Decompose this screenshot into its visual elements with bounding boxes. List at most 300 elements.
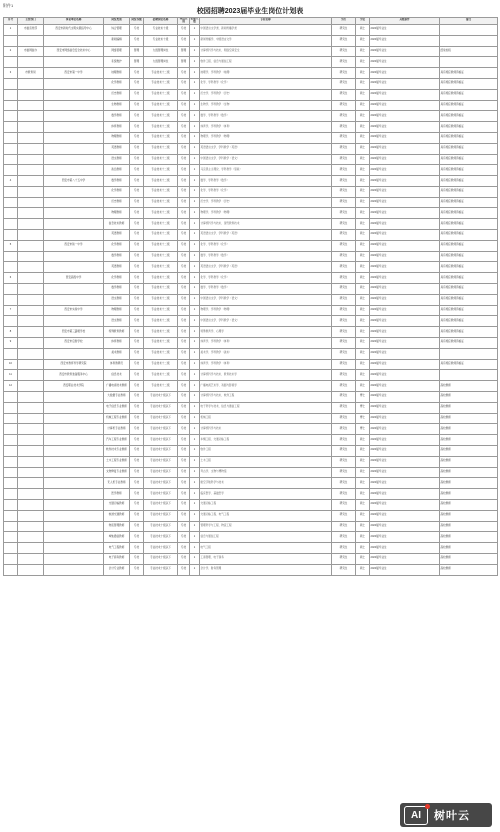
table-cell — [18, 176, 44, 187]
table-cell: 专技 — [130, 381, 144, 392]
table-cell: 7 — [4, 305, 18, 316]
table-cell: 研究生 — [332, 57, 356, 68]
table-cell: 专业技术十级以下 — [144, 467, 178, 478]
table-cell: 2023届毕业生 — [370, 251, 440, 262]
table-cell: 临床医学、基础医学 — [200, 489, 332, 500]
table-cell: 研究生 — [332, 543, 356, 554]
table-cell: 专技 — [130, 132, 144, 143]
table-cell: 中国语言文学、学科教学（语文） — [200, 154, 332, 165]
table-cell: 专技 — [130, 262, 144, 273]
table-cell: 硕士 — [356, 122, 370, 133]
table-cell: 硕士 — [356, 46, 370, 57]
table-cell — [44, 543, 104, 554]
table-cell: 专技 — [178, 230, 190, 241]
table-row — [4, 122, 498, 133]
table-cell — [4, 510, 18, 521]
table-cell: 专技 — [130, 467, 144, 478]
table-cell: 专业技术十级以下 — [144, 413, 178, 424]
table-cell: 2023届毕业生 — [370, 111, 440, 122]
table-cell: 具有相应教师资格证 — [440, 197, 498, 208]
table-row — [4, 489, 498, 500]
table-cell — [44, 402, 104, 413]
table-cell — [4, 532, 18, 543]
table-cell: 专技 — [178, 273, 190, 284]
recruitment-table — [3, 17, 498, 576]
table-cell: 专技 — [178, 327, 190, 338]
table-cell — [18, 532, 44, 543]
table-cell — [4, 424, 18, 435]
table-cell: 2023届毕业生 — [370, 89, 440, 100]
table-cell: 2023届毕业生 — [370, 370, 440, 381]
table-cell: 高校教师 — [440, 467, 498, 478]
table-cell: 土木工程 — [200, 456, 332, 467]
table-cell: 管理 — [178, 57, 190, 68]
table-cell: 2023届毕业生 — [370, 392, 440, 403]
table-cell: 高校教师 — [440, 521, 498, 532]
table-cell: 1 — [190, 100, 200, 111]
table-cell: 专技 — [130, 78, 144, 89]
table-cell: 西安市铁一中学 — [44, 240, 104, 251]
table-cell: 具有相应教师资格证 — [440, 359, 498, 370]
table-cell: 专业技术十级 — [144, 24, 178, 35]
table-cell — [18, 305, 44, 316]
table-cell: 专技 — [130, 219, 144, 230]
table-cell: 高校教师 — [440, 402, 498, 413]
table-cell: 专技 — [130, 543, 144, 554]
table-cell: 专业技术十级以下 — [144, 532, 178, 543]
table-cell: 物流管理教师 — [104, 521, 130, 532]
table-cell: 1 — [190, 143, 200, 154]
table-cell — [18, 35, 44, 46]
table-cell — [44, 348, 104, 359]
table-cell: 1 — [190, 251, 200, 262]
table-cell: 历史学、学科教学（历史） — [200, 197, 332, 208]
table-cell: 具有相应教师资格证 — [440, 273, 498, 284]
table-cell: 专技 — [130, 273, 144, 284]
table-cell: 高校教师 — [440, 424, 498, 435]
table-cell — [18, 370, 44, 381]
table-cell: 历史教师 — [104, 197, 130, 208]
table-cell — [18, 521, 44, 532]
table-cell: 数学教师 — [104, 251, 130, 262]
table-cell: 研究生 — [332, 122, 356, 133]
table-cell: 1 — [190, 262, 200, 273]
table-cell — [18, 186, 44, 197]
table-cell: 专业技术十级以下 — [144, 456, 178, 467]
table-cell — [4, 35, 18, 46]
table-cell: 1 — [190, 478, 200, 489]
table-cell: 专技 — [178, 413, 190, 424]
table-cell: 2023届毕业生 — [370, 500, 440, 511]
table-cell — [4, 392, 18, 403]
table-cell — [4, 100, 18, 111]
table-cell: 研究生 — [332, 100, 356, 111]
table-cell — [18, 316, 44, 327]
table-cell: 2023届毕业生 — [370, 78, 440, 89]
table-cell: 西安市实验中学 — [44, 305, 104, 316]
table-cell: 具有相应教师资格证 — [440, 230, 498, 241]
table-cell — [4, 197, 18, 208]
table-cell: 中国语言文学类、新闻传播学类 — [200, 24, 332, 35]
table-cell: 西安市第三聋哑学校 — [44, 327, 104, 338]
table-cell: 西安市教育装备服务中心 — [44, 370, 104, 381]
table-cell — [4, 143, 18, 154]
table-cell: 专业技术十级以下 — [144, 478, 178, 489]
table-cell: 专技 — [178, 338, 190, 349]
table-cell: 综合管理 — [104, 24, 130, 35]
table-cell: 研究生 — [332, 219, 356, 230]
table-cell: 考古学、文物与博物馆 — [200, 467, 332, 478]
table-cell: 西安高级中学 — [44, 273, 104, 284]
table-cell: 专技 — [130, 553, 144, 564]
table-cell: 1 — [190, 532, 200, 543]
table-cell — [18, 165, 44, 176]
table-cell: 机械工程专业教师 — [104, 413, 130, 424]
table-cell: 市委宣传部 — [18, 24, 44, 35]
table-cell: 专技 — [178, 35, 190, 46]
table-cell: 2023届毕业生 — [370, 186, 440, 197]
table-cell — [4, 251, 18, 262]
table-cell: 具有相应教师资格证 — [440, 132, 498, 143]
table-cell — [18, 338, 44, 349]
table-cell: 高校教师 — [440, 553, 498, 564]
table-cell: 研究生 — [332, 413, 356, 424]
table-cell: 专技 — [178, 553, 190, 564]
table-cell: 2023届毕业生 — [370, 46, 440, 57]
table-cell: 1 — [190, 424, 200, 435]
table-cell: 研究生 — [332, 165, 356, 176]
table-cell — [4, 219, 18, 230]
table-cell: 物理学、学科教学（物理） — [200, 132, 332, 143]
table-cell: 专业技术十二级 — [144, 370, 178, 381]
table-cell: 专业技术十二级 — [144, 284, 178, 295]
table-cell: 2023届毕业生 — [370, 446, 440, 457]
table-cell: 专技 — [130, 521, 144, 532]
table-cell: 专业技术十二级 — [144, 176, 178, 187]
watermark-logo-icon — [404, 806, 428, 825]
table-cell: 专技 — [178, 467, 190, 478]
table-cell: 电气工程教师 — [104, 543, 130, 554]
table-cell: 研究生 — [332, 186, 356, 197]
table-cell: 专业技术十二级 — [144, 316, 178, 327]
table-cell: 专技 — [178, 370, 190, 381]
table-cell: 高校教师 — [440, 532, 498, 543]
table-cell: 1 — [190, 176, 200, 187]
table-cell: 具有相应教师资格证 — [440, 327, 498, 338]
table-cell: 高校教师 — [440, 392, 498, 403]
table-cell: 硕士 — [356, 111, 370, 122]
table-cell: 专技 — [178, 294, 190, 305]
table-cell: 专技 — [130, 68, 144, 79]
table-cell — [18, 564, 44, 575]
table-cell: 高校教师 — [440, 489, 498, 500]
table-cell: 具有相应教师资格证 — [440, 240, 498, 251]
table-cell — [4, 132, 18, 143]
table-cell: 化学教师 — [104, 240, 130, 251]
table-cell — [18, 348, 44, 359]
table-cell: 研究生 — [332, 251, 356, 262]
table-cell: 硕士 — [356, 143, 370, 154]
table-row — [4, 208, 498, 219]
table-cell: 2023届毕业生 — [370, 284, 440, 295]
table-cell: 西安市启智学校 — [44, 338, 104, 349]
table-cell — [18, 208, 44, 219]
table-cell: 专技 — [178, 208, 190, 219]
header-cell: 岗位类别 — [104, 18, 130, 25]
table-cell: 1 — [190, 230, 200, 241]
table-cell: 具有相应教师资格证 — [440, 165, 498, 176]
table-cell: 硕士 — [356, 359, 370, 370]
table-cell: 硕士 — [356, 68, 370, 79]
table-cell: 专技 — [178, 510, 190, 521]
header-cell: 序号 — [4, 18, 18, 25]
table-cell: 12 — [4, 381, 18, 392]
table-cell: 2023届毕业生 — [370, 521, 440, 532]
table-cell: 化学、学科教学（化学） — [200, 186, 332, 197]
table-row — [4, 176, 498, 187]
table-cell — [44, 78, 104, 89]
table-cell: 1 — [190, 338, 200, 349]
table-cell: 管理 — [178, 46, 190, 57]
table-row — [4, 305, 498, 316]
table-cell — [44, 219, 104, 230]
table-cell: 电气工程 — [200, 543, 332, 554]
table-cell: 地理教师 — [104, 68, 130, 79]
table-cell — [4, 165, 18, 176]
table-cell: 专技 — [130, 251, 144, 262]
table-row — [4, 251, 498, 262]
table-cell: 具有相应教师资格证 — [440, 143, 498, 154]
table-cell: 1 — [190, 197, 200, 208]
table-cell: 中国语言文学、学科教学（语文） — [200, 316, 332, 327]
table-cell: 2023届毕业生 — [370, 35, 440, 46]
table-cell: 硕士 — [356, 381, 370, 392]
table-cell: 硕士 — [356, 262, 370, 273]
table-cell: 研究生 — [332, 68, 356, 79]
table-row — [4, 359, 498, 370]
table-cell: 专业技术十二级 — [144, 143, 178, 154]
table-cell: 高校教师 — [440, 543, 498, 554]
table-cell: 城轨通信教师 — [104, 532, 130, 543]
table-cell: 专技 — [178, 197, 190, 208]
table-cell: 1 — [190, 78, 200, 89]
table-cell: 具有相应教师资格证 — [440, 186, 498, 197]
table-cell — [18, 327, 44, 338]
table-row — [4, 327, 498, 338]
watermark-dot — [425, 804, 430, 809]
table-row — [4, 230, 498, 241]
table-cell: 专业技术十级以下 — [144, 435, 178, 446]
table-cell: 化学、学科教学（化学） — [200, 273, 332, 284]
table-cell: 机械工程 — [200, 413, 332, 424]
table-cell: 专业技术十二级 — [144, 122, 178, 133]
table-cell: 专技 — [130, 510, 144, 521]
table-cell: 研究生 — [332, 456, 356, 467]
table-cell: 专技 — [178, 446, 190, 457]
table-cell: 轨道交通教师 — [104, 510, 130, 521]
table-cell: 2023届毕业生 — [370, 359, 440, 370]
table-cell: 专技 — [130, 186, 144, 197]
table-cell: 研究生 — [332, 316, 356, 327]
table-cell: 2023届毕业生 — [370, 305, 440, 316]
table-cell — [18, 284, 44, 295]
table-cell: 2023届毕业生 — [370, 510, 440, 521]
table-cell: 1 — [190, 564, 200, 575]
table-cell — [440, 348, 498, 359]
table-cell: 专技 — [178, 89, 190, 100]
table-cell: 2023届毕业生 — [370, 240, 440, 251]
table-cell — [44, 424, 104, 435]
table-cell: 历史教师 — [104, 89, 130, 100]
table-cell: 中国语言文学、学科教学（语文） — [200, 294, 332, 305]
table-cell: 专技 — [130, 532, 144, 543]
header-cell: 主管部门 — [18, 18, 44, 25]
table-cell: 专技 — [178, 316, 190, 327]
table-cell: 专技 — [130, 305, 144, 316]
table-cell: 专技 — [130, 424, 144, 435]
table-cell: 2023届毕业生 — [370, 24, 440, 35]
table-cell: 专技 — [130, 413, 144, 424]
table-cell — [440, 370, 498, 381]
table-cell — [4, 402, 18, 413]
table-cell: 研究生 — [332, 176, 356, 187]
table-row — [4, 500, 498, 511]
table-cell — [18, 57, 44, 68]
table-cell: 1 — [190, 435, 200, 446]
table-cell: 专技 — [130, 111, 144, 122]
table-cell: 专技 — [178, 78, 190, 89]
table-cell — [44, 132, 104, 143]
table-cell — [44, 35, 104, 46]
table-cell — [44, 316, 104, 327]
table-body — [4, 24, 498, 575]
table-cell — [44, 154, 104, 165]
header-cell: 其他条件 — [370, 18, 440, 25]
table-cell: 西安市教育科学研究院 — [44, 359, 104, 370]
table-cell: 特殊教育学、心理学 — [200, 327, 332, 338]
table-cell: 数学、学科教学（数学） — [200, 284, 332, 295]
table-cell: 九级管理岗位 — [144, 46, 178, 57]
table-cell: 硕士 — [356, 208, 370, 219]
table-cell: 专技 — [130, 176, 144, 187]
table-cell — [18, 467, 44, 478]
table-cell: 硕士 — [356, 251, 370, 262]
table-cell: 车辆工程、交通运输工程 — [200, 435, 332, 446]
header-cell: 岗位类别 — [178, 18, 190, 25]
table-cell: 1 — [190, 186, 200, 197]
table-cell: 4 — [4, 176, 18, 187]
table-cell: 计算机科学与技术、教育技术学 — [200, 370, 332, 381]
table-cell: 研究生 — [332, 338, 356, 349]
table-cell — [4, 186, 18, 197]
table-cell: 1 — [190, 370, 200, 381]
table-cell: 1 — [190, 413, 200, 424]
table-cell: 硕士 — [356, 316, 370, 327]
table-cell: 工商管理、电子商务 — [200, 553, 332, 564]
table-cell: 硕士 — [356, 186, 370, 197]
table-cell — [18, 435, 44, 446]
table-cell: 化学教师 — [104, 273, 130, 284]
table-cell: 专业技术十二级 — [144, 208, 178, 219]
table-cell: 软件技术专业教师 — [104, 446, 130, 457]
table-cell: 1 — [4, 24, 18, 35]
table-cell: 化学、学科教学（化学） — [200, 240, 332, 251]
table-cell: 研究生 — [332, 348, 356, 359]
table-cell: 硕士 — [356, 294, 370, 305]
document-title: 校园招聘2023届毕业生岗位计划表 — [196, 8, 304, 15]
table-cell — [44, 143, 104, 154]
table-cell: 1 — [190, 359, 200, 370]
table-cell — [4, 89, 18, 100]
table-cell — [44, 500, 104, 511]
table-cell: 专技 — [130, 435, 144, 446]
table-cell: 专业技术十二级 — [144, 111, 178, 122]
table-cell: 1 — [190, 111, 200, 122]
table-cell: 研究生 — [332, 359, 356, 370]
table-cell: 1 — [190, 24, 200, 35]
table-cell: 1 — [190, 327, 200, 338]
table-cell: 汽车工程专业教师 — [104, 435, 130, 446]
table-cell: 专技 — [178, 176, 190, 187]
table-cell: 专技 — [178, 521, 190, 532]
table-cell: 11 — [4, 370, 18, 381]
table-cell — [44, 230, 104, 241]
table-cell: 历史学、学科教学（历史） — [200, 89, 332, 100]
table-cell: 专业技术十二级 — [144, 273, 178, 284]
table-cell: 无人机专业教师 — [104, 478, 130, 489]
table-cell: 专业技术十二级 — [144, 327, 178, 338]
table-cell — [18, 154, 44, 165]
table-cell: 地理学、学科教学（地理） — [200, 68, 332, 79]
table-cell: 1 — [190, 154, 200, 165]
table-cell — [4, 456, 18, 467]
table-cell: 1 — [190, 294, 200, 305]
table-cell: 交通运输工程、电气工程 — [200, 510, 332, 521]
table-cell: 管理科学与工程、物流工程 — [200, 521, 332, 532]
table-cell: 具有相应教师资格证 — [440, 78, 498, 89]
header-cell: 事业单位名称 — [44, 18, 104, 25]
table-cell — [4, 500, 18, 511]
table-cell — [4, 521, 18, 532]
table-cell: 硕士 — [356, 543, 370, 554]
table-row — [4, 435, 498, 446]
table-row — [4, 240, 498, 251]
table-cell: 化学教师 — [104, 78, 130, 89]
table-cell — [4, 553, 18, 564]
table-cell: 2023届毕业生 — [370, 456, 440, 467]
table-cell — [18, 78, 44, 89]
table-cell: 1 — [190, 500, 200, 511]
table-cell: 软件工程 — [200, 446, 332, 457]
table-cell: 专技 — [178, 564, 190, 575]
table-cell: 专业技术十级以下 — [144, 489, 178, 500]
table-cell: 硕士 — [356, 273, 370, 284]
table-cell: 专技 — [178, 111, 190, 122]
table-cell: 研究生 — [332, 46, 356, 57]
table-cell: 硕士 — [356, 89, 370, 100]
table-cell: 研究生 — [332, 111, 356, 122]
table-cell — [44, 197, 104, 208]
table-row — [4, 521, 498, 532]
table-cell — [4, 467, 18, 478]
table-row — [4, 100, 498, 111]
table-cell: 生物学、学科教学（生物） — [200, 100, 332, 111]
table-cell: 硕士 — [356, 197, 370, 208]
table-cell: 研究生 — [332, 392, 356, 403]
table-cell: 硕士 — [356, 500, 370, 511]
table-cell: 物理学、学科教学（物理） — [200, 208, 332, 219]
table-cell: 硕士 — [356, 327, 370, 338]
